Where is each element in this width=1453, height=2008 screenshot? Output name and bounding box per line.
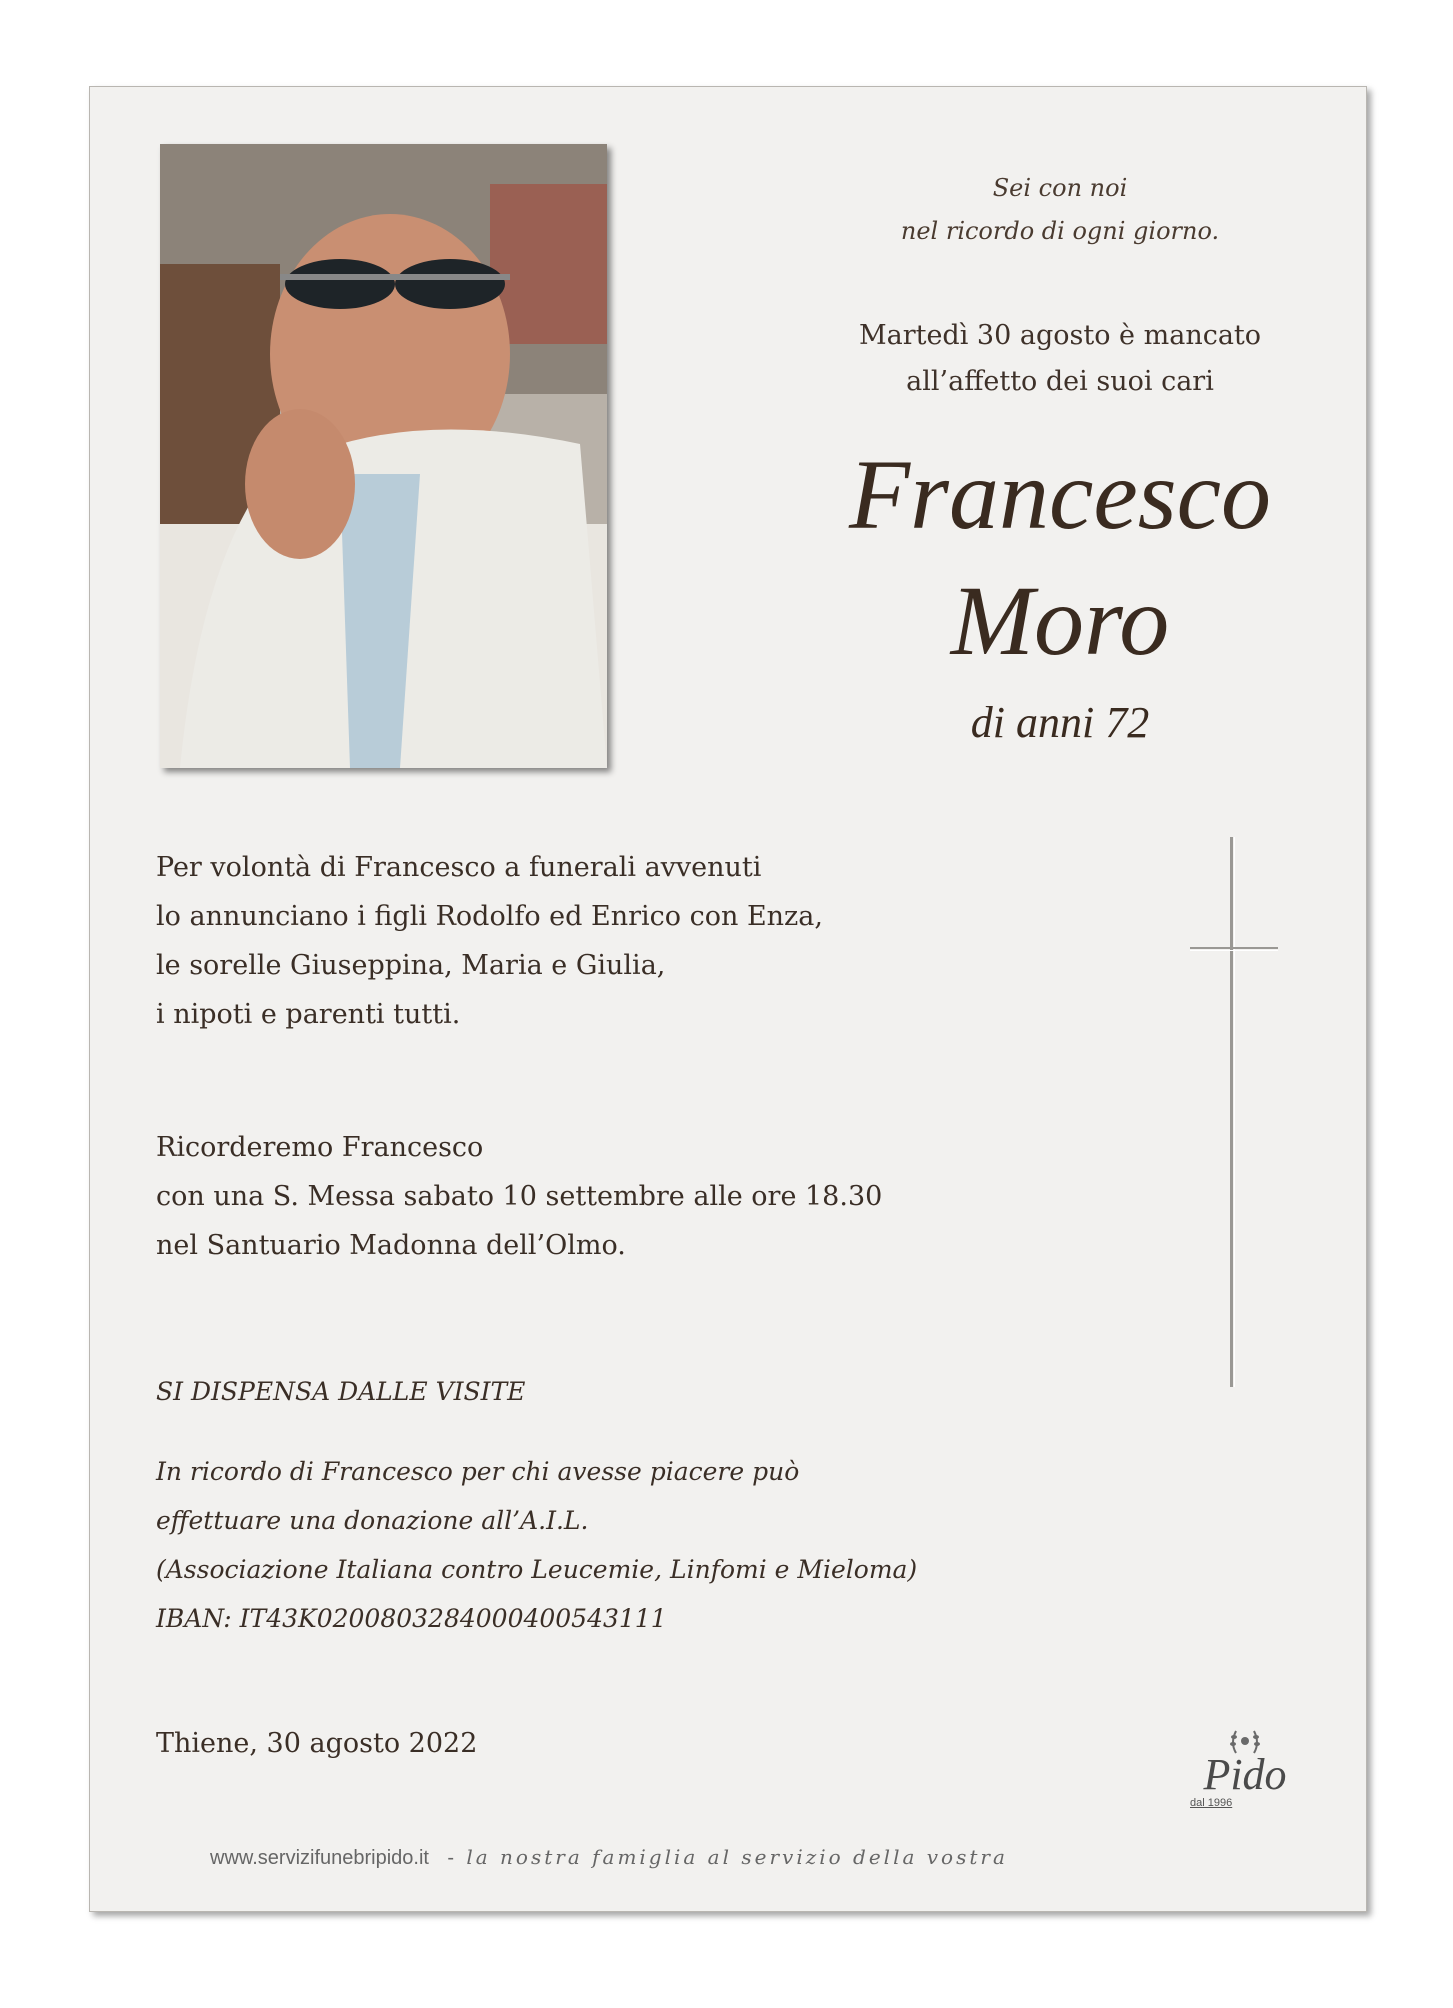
text-line: con una S. Messa sabato 10 settembre alle ore 18.30 <box>156 1181 883 1212</box>
text-line: effettuare una donazione all’A.I.L. <box>156 1506 589 1535</box>
text-line: Per volontà di Francesco a funerali avvenuti <box>156 852 762 883</box>
text-line: le sorelle Giuseppina, Maria e Giulia, <box>156 950 666 981</box>
visits-notice <box>156 1367 1056 1416</box>
obituary-card <box>89 86 1367 1912</box>
since-text: dal 1996 <box>1190 1797 1233 1809</box>
mass-paragraph <box>156 1123 1056 1270</box>
website-link[interactable]: www.servizifunebripido.it <box>210 1847 429 1869</box>
footer <box>210 1845 1210 1870</box>
family-paragraph <box>156 843 1056 1039</box>
funeral-home-logo <box>1180 1727 1310 1837</box>
quote-line: nel ricordo di ogni giorno. <box>900 217 1220 245</box>
text-line: lo annunciano i figli Rodolfo ed Enrico con Enza, <box>156 901 823 932</box>
iban-line: IBAN: IT43K0200803284000400543111 <box>156 1604 667 1633</box>
cross-icon <box>1190 837 1278 1387</box>
brand-name: Pido <box>1203 1750 1287 1799</box>
text-line: nel Santuario Madonna dell’Olmo. <box>156 1230 626 1261</box>
announcement-line: Martedì 30 agosto è mancato <box>858 320 1262 351</box>
quote-line: Sei con noi <box>992 174 1128 202</box>
text-line: In ricordo di Francesco per chi avesse piacere può <box>156 1457 800 1486</box>
place-date <box>156 1719 1056 1768</box>
deceased-name <box>750 432 1370 684</box>
first-name: Francesco <box>848 439 1272 550</box>
text-line: i nipoti e parenti tutti. <box>156 999 461 1030</box>
memorial-quote <box>780 167 1340 253</box>
portrait-image <box>160 144 607 768</box>
text-line: Ricorderemo Francesco <box>156 1132 484 1163</box>
portrait-photo <box>160 144 607 768</box>
text-line: (Associazione Italiana contro Leucemie, Linfomi e Mieloma) <box>156 1555 918 1584</box>
footer-separator: - <box>447 1847 455 1869</box>
death-announcement <box>780 313 1340 405</box>
notice-text: SI DISPENSA DALLE VISITE <box>156 1377 526 1406</box>
place-date-text: Thiene, 30 agosto 2022 <box>156 1728 478 1759</box>
last-name: Moro <box>950 565 1170 676</box>
announcement-line: all’affetto dei suoi cari <box>906 366 1214 397</box>
donation-paragraph <box>156 1447 1056 1643</box>
footer-motto: la nostra famiglia al servizio della vostra <box>466 1845 1008 1869</box>
deceased-age: di anni 72 <box>970 698 1150 747</box>
